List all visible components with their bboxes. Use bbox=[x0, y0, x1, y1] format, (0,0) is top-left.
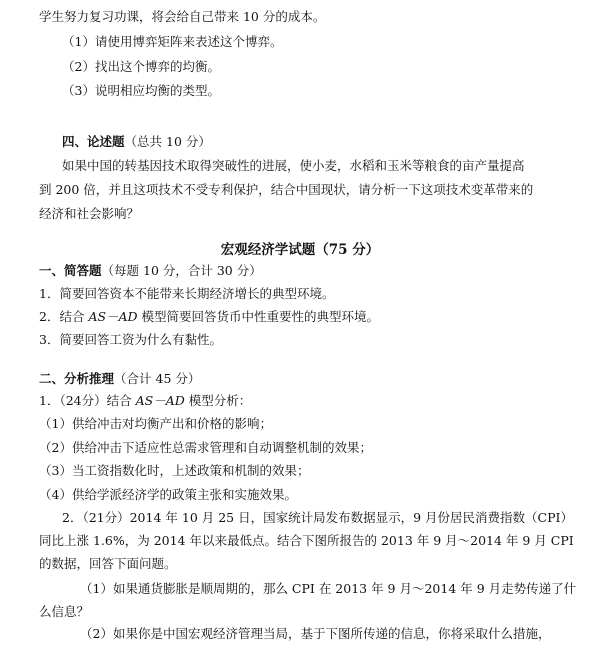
question-3: 3．简要回答工资为什么有黏性。 bbox=[39, 332, 222, 347]
text-line: 如果中国的转基因技术取得突破性的进展，使小麦，水稻和玉米等粮食的亩产量提高 bbox=[62, 158, 525, 173]
sub-question: （3）当工资指数化时，上述政策和机制的效果； bbox=[39, 463, 310, 478]
problem-text: 模型分析： bbox=[184, 393, 252, 408]
section-four-heading bbox=[62, 133, 211, 151]
problem-1 bbox=[39, 392, 251, 410]
sub-question: （4）供给学派经济学的政策主张和实施效果。 bbox=[39, 487, 297, 502]
problem-2-line: 同比上涨 1.6%，为 2014 年以来最低点。结合下图所报告的 2013 年 9 月～2014 年 9 月 CPI bbox=[39, 533, 574, 548]
section-title: 一、简答题 bbox=[39, 263, 102, 278]
section-one-heading bbox=[39, 262, 262, 280]
problem-text: 1．（24分）结合 bbox=[39, 393, 136, 408]
problem-2-line: 2．（21分）2014 年 10 月 25 日，国家统计局发布数据显示，9 月份居民消费指数（CPI） bbox=[62, 510, 573, 525]
sub-question: （2）找出这个博弈的均衡。 bbox=[62, 59, 220, 74]
question-text: 模型简要回答货币中性重要性的典型环境。 bbox=[137, 309, 380, 324]
question-text: 2．结合 bbox=[39, 309, 89, 324]
section-note: （每题 10 分，合计 30 分） bbox=[101, 263, 262, 278]
section-note: （合计 45 分） bbox=[114, 371, 201, 386]
model-name: AS－AD bbox=[88, 309, 138, 324]
question-2 bbox=[39, 308, 379, 326]
sub-question: （2）供给冲击下适应性总需求管理和自动调整机制的效果； bbox=[39, 440, 372, 455]
model-name: AS－AD bbox=[135, 393, 185, 408]
text-line: 到 200 倍，并且这项技术不受专利保护，结合中国现状，请分析一下这项技术变革带来的 bbox=[39, 182, 534, 197]
sub-question: （2）如果你是中国宏观经济管理当局，基于下图所传递的信息，你将采取什么措施， bbox=[80, 626, 551, 641]
section-title: 四、论述题 bbox=[62, 134, 125, 149]
macro-exam-title: 宏观经济学试题（75 分） bbox=[220, 242, 380, 258]
sub-question: （1）如果通货膨胀是顺周期的，那么 CPI 在 2013 年 9 月～2014 年 9 月走势传递了什 bbox=[80, 581, 577, 596]
section-two-heading bbox=[39, 370, 200, 388]
sub-question: （1）供给冲击对均衡产出和价格的影响； bbox=[39, 416, 272, 431]
question-1: 1．简要回答资本不能带来长期经济增长的典型环境。 bbox=[39, 286, 335, 301]
section-note: （总共 10 分） bbox=[124, 134, 211, 149]
text-line: 经济和社会影响？ bbox=[39, 206, 140, 221]
sub-question: （3）说明相应均衡的类型。 bbox=[62, 83, 220, 98]
sub-question: （1）请使用博弈矩阵来表述这个博弈。 bbox=[62, 34, 283, 49]
section-title: 二、分析推理 bbox=[39, 371, 115, 386]
problem-2-line: 的数据，回答下面问题。 bbox=[39, 556, 177, 571]
text-line: 学生努力复习功课，将会给自己带来 10 分的成本。 bbox=[39, 9, 326, 24]
sub-question: 么信息？ bbox=[39, 604, 90, 619]
